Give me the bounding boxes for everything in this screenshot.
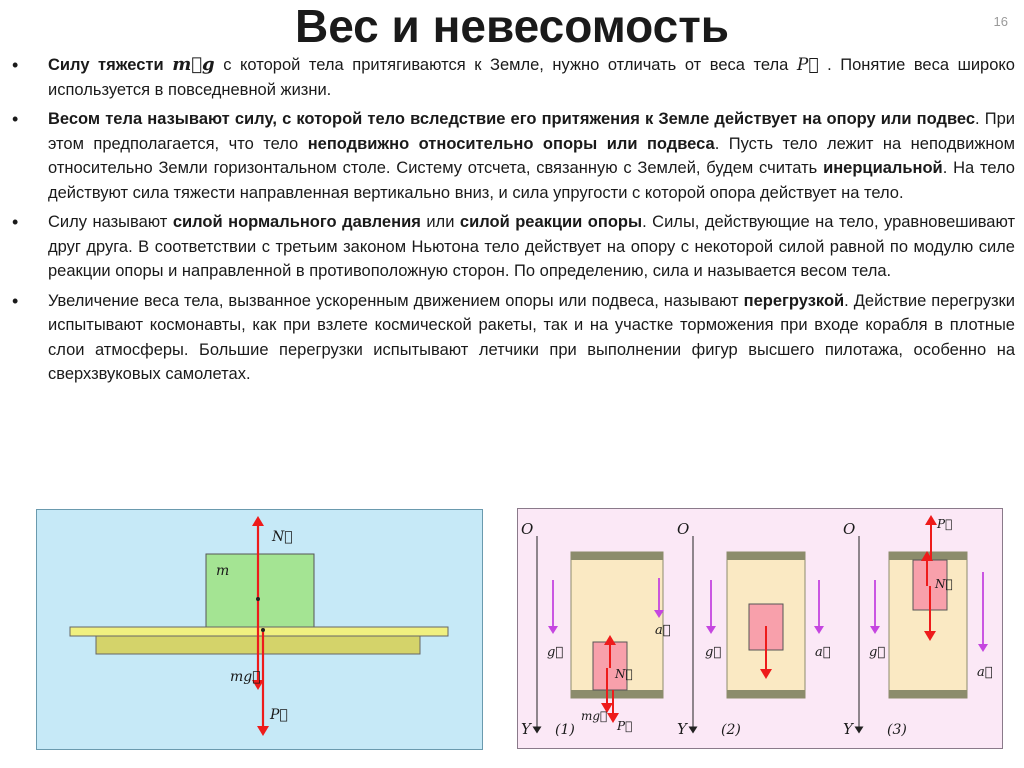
mg-label: mg⃗ <box>581 709 608 723</box>
slide-title: Вес и невесомость <box>294 0 729 52</box>
cabin-ceiling <box>571 552 663 560</box>
axis-origin-label: O <box>677 520 690 538</box>
bullet-dot: • <box>12 290 19 311</box>
bullet-1-text-2: . Понятие веса широко используется в повседневной жизни. <box>48 56 1015 99</box>
formula-p: P⃗ <box>796 55 819 75</box>
bullet-2-text-2: . Пусть тело лежит на неподвижном относительно Земли горизонтальном столе. Систему отсчета, связанную с Землей, будем считать <box>48 134 1015 177</box>
bullet-3-text-1: Силу называют <box>48 213 173 231</box>
g-label: g⃗ <box>547 645 564 660</box>
mass-label: m <box>216 563 230 579</box>
bullet-list <box>12 53 1015 392</box>
g-label: g⃗ <box>869 645 886 660</box>
cabin-floor <box>889 690 967 698</box>
bullet-4-text-1: Увеличение веса тела, вызванное ускоренным движением опоры или подвеса, называют <box>48 291 744 310</box>
case-label: (2) <box>721 722 741 738</box>
table-forces-figure <box>36 509 483 750</box>
g-label: g⃗ <box>705 645 722 660</box>
P-label: P⃗ <box>937 517 953 531</box>
label-mg: mg⃗ <box>230 669 261 685</box>
label-N: N⃗ <box>272 529 293 545</box>
cabin-floor <box>571 690 663 698</box>
label-P: P⃗ <box>270 707 288 723</box>
bullet-3-bold-1: силой нормального давления <box>172 213 421 231</box>
a-label: a⃗ <box>815 645 831 660</box>
bullet-2-bold-2: неподвижно относительно опоры или подвеса <box>307 134 715 153</box>
bullet-dot: • <box>12 55 19 75</box>
bullet-3-text-2: или <box>420 213 460 231</box>
bullet-2-bold-1: Весом тела называют силу, с которой тело вследствие его притяжения к Земле действует на опору или подвес <box>48 110 976 128</box>
elevator-cases-figure <box>517 508 1003 749</box>
bullet-dot: • <box>12 212 19 232</box>
bullet-1-bold-lead: Силу тяжести <box>48 56 164 74</box>
cabin-floor <box>727 690 805 698</box>
axis-origin-label: O <box>521 520 534 538</box>
center-of-mass-dot <box>256 597 260 601</box>
N-label: N⃗ <box>935 577 953 591</box>
axis-origin-label: O <box>843 520 856 538</box>
P-label: P⃗ <box>617 719 633 733</box>
bullet-4 <box>12 289 1015 387</box>
axis-y-label: Y <box>521 720 531 738</box>
bullet-dot: • <box>12 109 19 129</box>
N-label: N⃗ <box>615 667 633 681</box>
bullet-2-bold-3: инерциальной <box>823 159 943 177</box>
formula-mg: m⃗g <box>172 54 215 75</box>
axis-y-label: Y <box>843 720 853 738</box>
bullet-1-text-1: с которой тела притягиваются к Земле, нужно отличать от веса тела <box>223 56 797 74</box>
case-label: (1) <box>555 722 575 738</box>
case-label: (3) <box>887 722 907 738</box>
a-label: a⃗ <box>655 623 671 638</box>
axis-y-label: Y <box>677 720 687 738</box>
bullet-3 <box>12 210 1015 284</box>
bullet-3-text-3: . Силы, действующие на тело, уравновешивают друг друга. В соответствии с третьим законом Ньютона тело действует на опору с некоторой силой равной по модулю силе реакции опоры и направленной в противоположную сторон. По определению, сила и называется весом тела. <box>48 213 1016 280</box>
page-number: 16 <box>993 14 1008 29</box>
bullet-4-text-2: . Действие перегрузки испытывают космонавты, как при взлете космической ракеты, так и на участке торможения при входе корабля в плотные слои атмосферы. Большие перегрузки испытывают летчики при выполнении фигур высшего пилотажа, особенно на сверхзвуковых самолетах. <box>48 291 1015 383</box>
bullet-4-bold-1: перегрузкой <box>743 291 845 310</box>
a-label: a⃗ <box>977 665 993 680</box>
bullet-2 <box>12 107 1015 205</box>
contact-point-dot <box>261 628 265 632</box>
cabin-ceiling <box>727 552 805 560</box>
bullet-3-bold-2: силой реакции опоры <box>459 213 643 231</box>
bullet-1 <box>12 53 1015 102</box>
bullet-2-text-1: . При этом предполагается, что тело <box>48 110 1015 153</box>
bullet-2-text-3: . На тело действуют сила тяжести направленная вертикально вниз, и сила упругости с которой опора действует на тело. <box>48 159 1015 202</box>
